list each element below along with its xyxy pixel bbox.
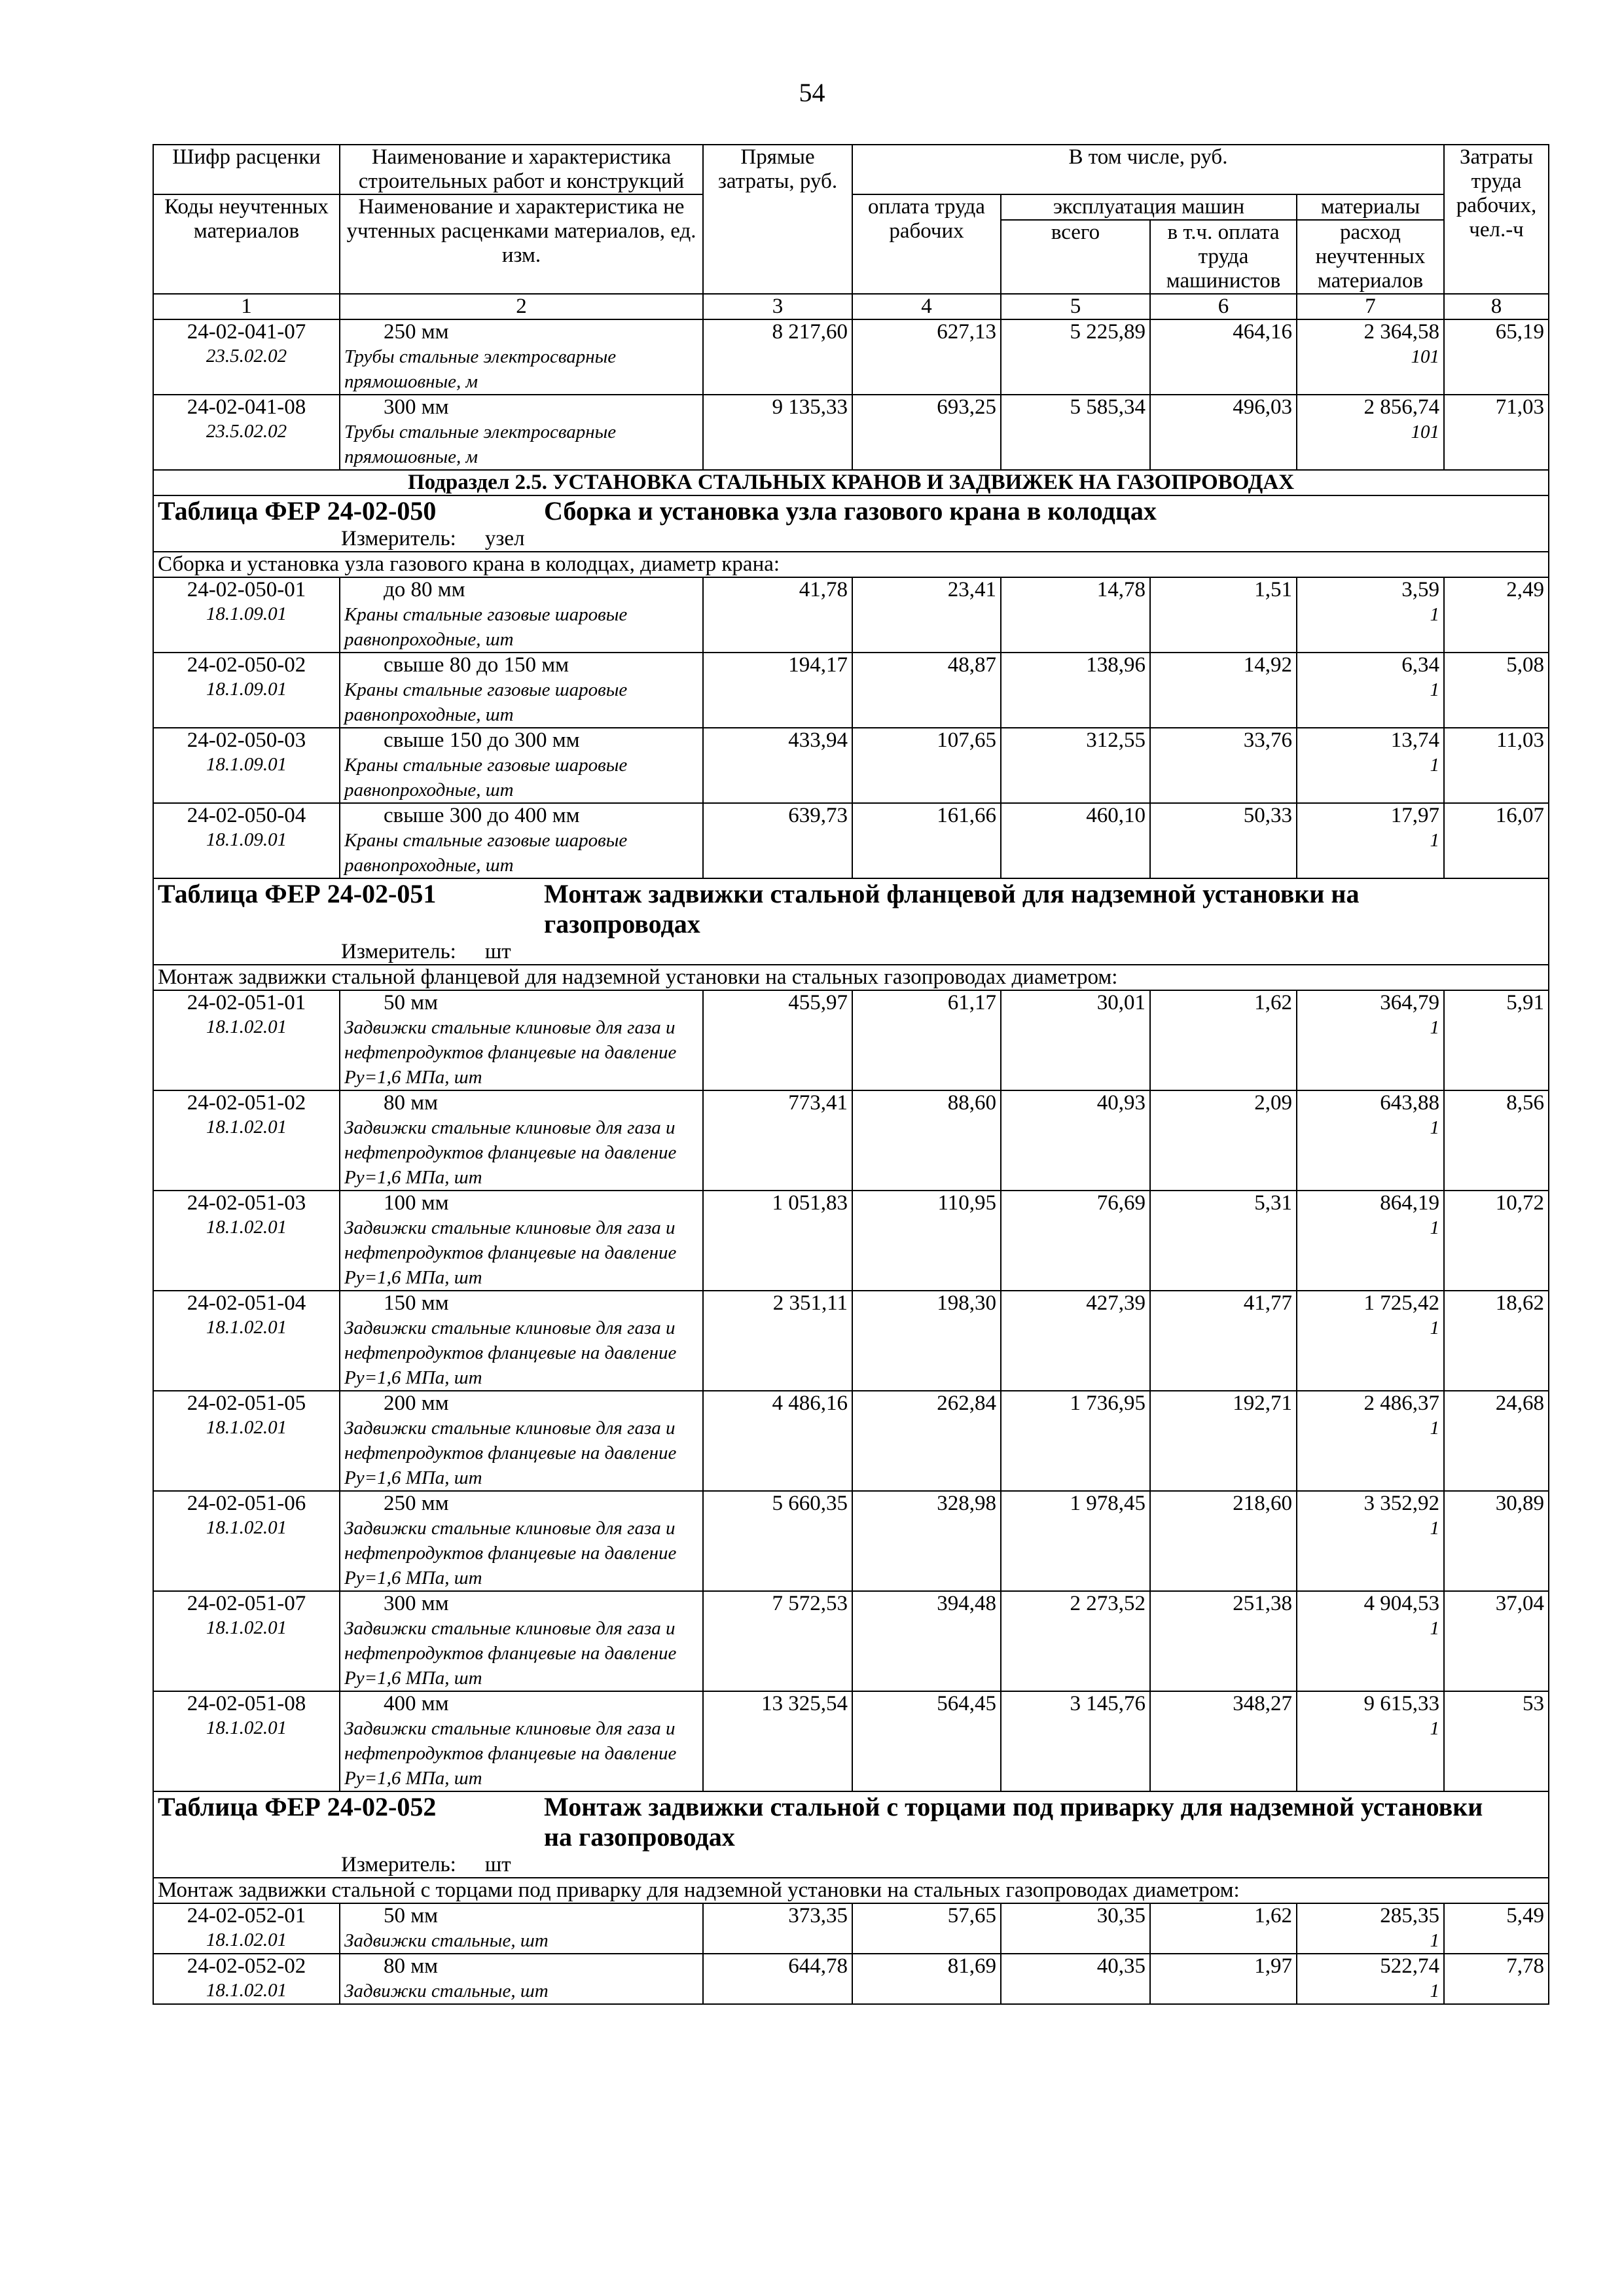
- rate-code: 24-02-051-03: [187, 1191, 306, 1215]
- rate-row: [153, 395, 1549, 470]
- table-description-row: [153, 1878, 1549, 1903]
- materials-cost: 2 856,74: [1363, 395, 1440, 419]
- wages-cost: 88,60: [852, 1090, 1001, 1191]
- labor-hours: 37,04: [1444, 1591, 1549, 1691]
- rate-name-cell: [340, 653, 703, 728]
- header-wages: оплата труда рабочих: [852, 194, 1001, 294]
- rate-name-cell: [340, 1591, 703, 1691]
- rate-name-cell: [340, 1954, 703, 2004]
- material-name: Краны стальные газовые шаровые равнопроходные, шт: [344, 755, 628, 800]
- direct-cost: 373,35: [703, 1903, 852, 1954]
- materials-cell: [1297, 1191, 1444, 1291]
- labor-hours: 53: [1444, 1691, 1549, 1791]
- rate-code-cell: [153, 1391, 340, 1491]
- direct-cost: 639,73: [703, 803, 852, 878]
- rate-row: [153, 1391, 1549, 1491]
- direct-cost: 41,78: [703, 577, 852, 653]
- materials-cell: [1297, 1691, 1444, 1791]
- rate-row: [153, 1954, 1549, 2004]
- machines-cost: 40,35: [1001, 1954, 1150, 2004]
- machinist-wages: 1,62: [1150, 990, 1297, 1090]
- material-code: 18.1.02.01: [206, 1417, 287, 1438]
- table-code: Таблица ФЕР 24-02-052: [158, 1792, 437, 1821]
- rate-code-cell: [153, 1291, 340, 1391]
- rate-size: 300 мм: [384, 395, 449, 419]
- rate-code-cell: [153, 1090, 340, 1191]
- materials-cost: 364,79: [1380, 991, 1440, 1014]
- header-name: Наименование и характеристика строительных работ и конструкций: [340, 145, 703, 194]
- rate-code: 24-02-051-06: [187, 1492, 306, 1515]
- materials-cost: 522,74: [1380, 1954, 1440, 1978]
- rate-row: [153, 803, 1549, 878]
- material-code: 18.1.09.01: [206, 754, 287, 775]
- rate-name-cell: [340, 1191, 703, 1291]
- rate-name-cell: [340, 1291, 703, 1391]
- rate-row: [153, 319, 1549, 395]
- materials-cell: [1297, 1291, 1444, 1391]
- material-name: Краны стальные газовые шаровые равнопроходные, шт: [344, 604, 628, 650]
- materials-cell: [1297, 1491, 1444, 1591]
- material-name: Задвижки стальные клиновые для газа и нефтепродуктов фланцевые на давление Ру=1,6 МПа, шт: [344, 1718, 677, 1789]
- rate-name-cell: [340, 1691, 703, 1791]
- materials-cell: [1297, 653, 1444, 728]
- materials-cell: [1297, 395, 1444, 470]
- table-description: Сборка и установка узла газового крана в колодцах, диаметр крана:: [153, 552, 1549, 577]
- rate-row: [153, 728, 1549, 803]
- wages-cost: 198,30: [852, 1291, 1001, 1391]
- wages-cost: 262,84: [852, 1391, 1001, 1491]
- materials-cost: 1 725,42: [1363, 1291, 1440, 1315]
- rate-code: 24-02-050-01: [187, 578, 306, 601]
- labor-hours: 5,91: [1444, 990, 1549, 1090]
- wages-cost: 693,25: [852, 395, 1001, 470]
- material-code: 18.1.02.01: [206, 1717, 287, 1738]
- machines-cost: 427,39: [1001, 1291, 1150, 1391]
- machines-cost: 30,01: [1001, 990, 1150, 1090]
- rate-code-cell: [153, 990, 340, 1090]
- rate-size: свыше 300 до 400 мм: [384, 804, 580, 827]
- material-name: Краны стальные газовые шаровые равнопроходные, шт: [344, 679, 628, 725]
- direct-cost: 5 660,35: [703, 1491, 852, 1591]
- materials-qty: 1: [1430, 1318, 1440, 1338]
- material-name: Задвижки стальные клиновые для газа и нефтепродуктов фланцевые на давление Ру=1,6 МПа, шт: [344, 1618, 677, 1689]
- materials-qty: 1: [1430, 1930, 1440, 1951]
- material-name: Задвижки стальные, шт: [344, 1930, 549, 1951]
- rate-code: 24-02-050-03: [187, 728, 306, 752]
- header-unacc-names: Наименование и характеристика не учтенных расценками материалов, ед. изм.: [340, 194, 703, 294]
- meter-label: Измеритель:: [341, 1853, 456, 1876]
- machinist-wages: 2,09: [1150, 1090, 1297, 1191]
- labor-hours: 71,03: [1444, 395, 1549, 470]
- materials-cell: [1297, 1391, 1444, 1491]
- labor-hours: 16,07: [1444, 803, 1549, 878]
- col-number: 5: [1001, 294, 1150, 319]
- materials-cost: 6,34: [1401, 653, 1440, 677]
- material-code: 18.1.02.01: [206, 1117, 287, 1138]
- materials-cell: [1297, 577, 1444, 653]
- meter-line: [158, 939, 1544, 964]
- rate-size: 80 мм: [384, 1091, 439, 1115]
- labor-hours: 18,62: [1444, 1291, 1549, 1391]
- direct-cost: 644,78: [703, 1954, 852, 2004]
- direct-cost: 7 572,53: [703, 1591, 852, 1691]
- materials-cell: [1297, 1090, 1444, 1191]
- direct-cost: 9 135,33: [703, 395, 852, 470]
- materials-cell: [1297, 319, 1444, 395]
- col-number: 3: [703, 294, 852, 319]
- rate-size: 50 мм: [384, 991, 439, 1014]
- materials-qty: 1: [1430, 1618, 1440, 1639]
- rate-row: [153, 1903, 1549, 1954]
- wages-cost: 161,66: [852, 803, 1001, 878]
- meter-line: [158, 1852, 1544, 1877]
- rate-code: 24-02-041-07: [187, 320, 306, 344]
- materials-cell: [1297, 990, 1444, 1090]
- header-labor: Затраты труда рабочих, чел.-ч: [1444, 145, 1549, 294]
- col-number: 8: [1444, 294, 1549, 319]
- col-number: 6: [1150, 294, 1297, 319]
- material-code: 18.1.02.01: [206, 1317, 287, 1338]
- rate-code: 24-02-051-07: [187, 1592, 306, 1615]
- materials-cost: 3 352,92: [1363, 1492, 1440, 1515]
- rate-code: 24-02-041-08: [187, 395, 306, 419]
- rate-row: [153, 1191, 1549, 1291]
- direct-cost: 194,17: [703, 653, 852, 728]
- header-unacc-codes: Коды неучтенных материалов: [153, 194, 340, 294]
- rate-size: 250 мм: [384, 320, 449, 344]
- rate-code-cell: [153, 577, 340, 653]
- rate-name-cell: [340, 803, 703, 878]
- rate-size: 400 мм: [384, 1692, 449, 1715]
- materials-cost: 2 364,58: [1363, 320, 1440, 344]
- materials-cost: 13,74: [1390, 728, 1440, 752]
- header-mat-consumption: расход неучтенных материалов: [1297, 220, 1444, 294]
- direct-cost: 1 051,83: [703, 1191, 852, 1291]
- table-heading-row: [153, 1791, 1549, 1878]
- rate-code-cell: [153, 728, 340, 803]
- rate-code-cell: [153, 1954, 340, 2004]
- wages-cost: 48,87: [852, 653, 1001, 728]
- materials-cell: [1297, 1954, 1444, 2004]
- material-name: Трубы стальные электросварные прямошовные, м: [344, 422, 617, 467]
- col-number: 7: [1297, 294, 1444, 319]
- rate-size: 300 мм: [384, 1592, 449, 1615]
- machines-cost: 138,96: [1001, 653, 1150, 728]
- materials-qty: 101: [1411, 422, 1440, 442]
- table-code: Таблица ФЕР 24-02-050: [158, 496, 437, 526]
- table-description-row: [153, 552, 1549, 577]
- material-name: Задвижки стальные клиновые для газа и нефтепродуктов фланцевые на давление Ру=1,6 МПа, шт: [344, 1217, 677, 1288]
- col-number: 2: [340, 294, 703, 319]
- machinist-wages: 1,51: [1150, 577, 1297, 653]
- materials-cost: 4 904,53: [1363, 1592, 1440, 1615]
- rate-row: [153, 653, 1549, 728]
- labor-hours: 8,56: [1444, 1090, 1549, 1191]
- machinist-wages: 33,76: [1150, 728, 1297, 803]
- table-heading-row: [153, 878, 1549, 965]
- machines-cost: 76,69: [1001, 1191, 1150, 1291]
- table-description: Монтаж задвижки стальной с торцами под приварку для надземной установки на стальных газопроводах диаметром:: [153, 1878, 1549, 1903]
- materials-cost: 2 486,37: [1363, 1391, 1440, 1415]
- rate-row: [153, 1591, 1549, 1691]
- meter-value: узел: [484, 527, 525, 550]
- materials-cell: [1297, 728, 1444, 803]
- machinist-wages: 5,31: [1150, 1191, 1297, 1291]
- labor-hours: 30,89: [1444, 1491, 1549, 1591]
- table-code: Таблица ФЕР 24-02-051: [158, 879, 437, 908]
- materials-qty: 1: [1430, 830, 1440, 851]
- rate-size: 200 мм: [384, 1391, 449, 1415]
- subsection-title: Подраздел 2.5. УСТАНОВКА СТАЛЬНЫХ КРАНОВ И ЗАДВИЖЕК НА ГАЗОПРОВОДАХ: [153, 470, 1549, 495]
- wages-cost: 57,65: [852, 1903, 1001, 1954]
- materials-cost: 3,59: [1401, 578, 1440, 601]
- materials-qty: 1: [1430, 1217, 1440, 1238]
- rate-size: 50 мм: [384, 1904, 439, 1928]
- rate-code-cell: [153, 1691, 340, 1791]
- material-name: Краны стальные газовые шаровые равнопроходные, шт: [344, 830, 628, 876]
- rate-name-cell: [340, 1090, 703, 1191]
- material-name: Задвижки стальные клиновые для газа и нефтепродуктов фланцевые на давление Ру=1,6 МПа, шт: [344, 1518, 677, 1588]
- page-number: 54: [799, 78, 825, 107]
- machines-cost: 312,55: [1001, 728, 1150, 803]
- material-name: Задвижки стальные клиновые для газа и нефтепродуктов фланцевые на давление Ру=1,6 МПа, шт: [344, 1017, 677, 1088]
- materials-qty: 1: [1430, 1117, 1440, 1138]
- materials-cost: 9 615,33: [1363, 1692, 1440, 1715]
- rate-code: 24-02-051-08: [187, 1692, 306, 1715]
- materials-cost: 17,97: [1390, 804, 1440, 827]
- rate-code-cell: [153, 653, 340, 728]
- table-description: Монтаж задвижки стальной фланцевой для надземной установки на стальных газопроводах диаметром:: [153, 965, 1549, 990]
- material-code: 18.1.02.01: [206, 1980, 287, 2001]
- rate-name-cell: [340, 1491, 703, 1591]
- table-title: Монтаж задвижки стальной фланцевой для надземной установки на газопроводах: [544, 879, 1360, 939]
- table-heading-row: [153, 495, 1549, 552]
- machinist-wages: 1,97: [1150, 1954, 1297, 2004]
- rate-name-cell: [340, 395, 703, 470]
- labor-hours: 5,08: [1444, 653, 1549, 728]
- machines-cost: 5 585,34: [1001, 395, 1150, 470]
- direct-cost: 13 325,54: [703, 1691, 852, 1791]
- header-incl: В том числе, руб.: [852, 145, 1444, 194]
- rate-name-cell: [340, 990, 703, 1090]
- header-machines: эксплуатация машин: [1001, 194, 1297, 220]
- machinist-wages: 192,71: [1150, 1391, 1297, 1491]
- machines-cost: 30,35: [1001, 1903, 1150, 1954]
- meter-line: [158, 526, 1544, 551]
- table-title: Сборка и установка узла газового крана в колодцах: [544, 496, 1157, 526]
- wages-cost: 110,95: [852, 1191, 1001, 1291]
- rate-code-cell: [153, 395, 340, 470]
- rate-code: 24-02-050-04: [187, 804, 306, 827]
- rate-size: 100 мм: [384, 1191, 449, 1215]
- rate-name-cell: [340, 1903, 703, 1954]
- rate-code: 24-02-050-02: [187, 653, 306, 677]
- materials-cost: 285,35: [1380, 1904, 1440, 1928]
- materials-qty: 1: [1430, 604, 1440, 625]
- header-code: Шифр расценки: [153, 145, 340, 194]
- rate-code: 24-02-052-01: [187, 1904, 306, 1928]
- machinist-wages: 348,27: [1150, 1691, 1297, 1791]
- direct-cost: 2 351,11: [703, 1291, 852, 1391]
- rate-code-cell: [153, 1591, 340, 1691]
- rate-size: до 80 мм: [384, 578, 465, 601]
- table-description-row: [153, 965, 1549, 990]
- machinist-wages: 464,16: [1150, 319, 1297, 395]
- rate-code: 24-02-051-01: [187, 991, 306, 1014]
- material-name: Трубы стальные электросварные прямошовные, м: [344, 346, 617, 392]
- materials-cost: 643,88: [1380, 1091, 1440, 1115]
- machines-cost: 14,78: [1001, 577, 1150, 653]
- table-title: Монтаж задвижки стальной с торцами под приварку для надземной установки на газопроводах: [544, 1792, 1483, 1852]
- wages-cost: 61,17: [852, 990, 1001, 1090]
- wages-cost: 564,45: [852, 1691, 1001, 1791]
- machinist-wages: 50,33: [1150, 803, 1297, 878]
- labor-hours: 24,68: [1444, 1391, 1549, 1491]
- materials-cell: [1297, 1903, 1444, 1954]
- header-materials: материалы: [1297, 194, 1444, 220]
- rate-name-cell: [340, 728, 703, 803]
- materials-qty: 1: [1430, 679, 1440, 700]
- rate-size: 80 мм: [384, 1954, 439, 1978]
- materials-qty: 1: [1430, 1017, 1440, 1038]
- machines-cost: 5 225,89: [1001, 319, 1150, 395]
- machines-cost: 3 145,76: [1001, 1691, 1150, 1791]
- wages-cost: 394,48: [852, 1591, 1001, 1691]
- materials-qty: 1: [1430, 1518, 1440, 1539]
- meter-value: шт: [484, 940, 511, 963]
- material-code: 18.1.02.01: [206, 1929, 287, 1950]
- subsection-row: [153, 470, 1549, 495]
- material-code: 23.5.02.02: [206, 346, 287, 367]
- material-code: 18.1.02.01: [206, 1217, 287, 1238]
- material-code: 18.1.02.01: [206, 1617, 287, 1638]
- rate-code-cell: [153, 319, 340, 395]
- labor-hours: 7,78: [1444, 1954, 1549, 2004]
- header-direct: Прямые затраты, руб.: [703, 145, 852, 294]
- wages-cost: 81,69: [852, 1954, 1001, 2004]
- materials-qty: 1: [1430, 1981, 1440, 2001]
- material-code: 18.1.02.01: [206, 1016, 287, 1037]
- material-name: Задвижки стальные клиновые для газа и нефтепродуктов фланцевые на давление Ру=1,6 МПа, шт: [344, 1418, 677, 1488]
- meter-value: шт: [484, 1853, 511, 1876]
- rate-code-cell: [153, 1903, 340, 1954]
- material-code: 23.5.02.02: [206, 421, 287, 442]
- rate-code-cell: [153, 1491, 340, 1591]
- machinist-wages: 41,77: [1150, 1291, 1297, 1391]
- labor-hours: 10,72: [1444, 1191, 1549, 1291]
- wages-cost: 23,41: [852, 577, 1001, 653]
- machinist-wages: 251,38: [1150, 1591, 1297, 1691]
- machines-cost: 1 978,45: [1001, 1491, 1150, 1591]
- rate-name-cell: [340, 319, 703, 395]
- machinist-wages: 1,62: [1150, 1903, 1297, 1954]
- meter-label: Измеритель:: [341, 940, 456, 963]
- labor-hours: 2,49: [1444, 577, 1549, 653]
- rate-code: 24-02-052-02: [187, 1954, 306, 1978]
- direct-cost: 455,97: [703, 990, 852, 1090]
- header-mach-wages: в т.ч. оплата труда машинистов: [1150, 220, 1297, 294]
- machines-cost: 460,10: [1001, 803, 1150, 878]
- direct-cost: 773,41: [703, 1090, 852, 1191]
- rate-size: свыше 150 до 300 мм: [384, 728, 580, 752]
- labor-hours: 5,49: [1444, 1903, 1549, 1954]
- wages-cost: 107,65: [852, 728, 1001, 803]
- materials-qty: 1: [1430, 1718, 1440, 1739]
- direct-cost: 433,94: [703, 728, 852, 803]
- machinist-wages: 496,03: [1150, 395, 1297, 470]
- rate-code: 24-02-051-02: [187, 1091, 306, 1115]
- rate-row: [153, 1090, 1549, 1191]
- material-name: Задвижки стальные, шт: [344, 1981, 549, 2001]
- rate-name-cell: [340, 1391, 703, 1491]
- rate-code-cell: [153, 1191, 340, 1291]
- meter-label: Измеритель:: [341, 527, 456, 550]
- direct-cost: 8 217,60: [703, 319, 852, 395]
- material-name: Задвижки стальные клиновые для газа и нефтепродуктов фланцевые на давление Ру=1,6 МПа, шт: [344, 1318, 677, 1388]
- wages-cost: 627,13: [852, 319, 1001, 395]
- rate-size: 150 мм: [384, 1291, 449, 1315]
- rate-size: 250 мм: [384, 1492, 449, 1515]
- col-number: 1: [153, 294, 340, 319]
- materials-qty: 101: [1411, 346, 1440, 367]
- rate-code: 24-02-051-04: [187, 1291, 306, 1315]
- rates-table: [153, 144, 1549, 2005]
- rate-row: [153, 990, 1549, 1090]
- machines-cost: 2 273,52: [1001, 1591, 1150, 1691]
- rate-row: [153, 1691, 1549, 1791]
- machines-cost: 40,93: [1001, 1090, 1150, 1191]
- wages-cost: 328,98: [852, 1491, 1001, 1591]
- labor-hours: 11,03: [1444, 728, 1549, 803]
- col-number: 4: [852, 294, 1001, 319]
- rate-code: 24-02-051-05: [187, 1391, 306, 1415]
- material-code: 18.1.09.01: [206, 829, 287, 850]
- material-code: 18.1.09.01: [206, 679, 287, 700]
- material-name: Задвижки стальные клиновые для газа и нефтепродуктов фланцевые на давление Ру=1,6 МПа, шт: [344, 1117, 677, 1188]
- rate-row: [153, 1291, 1549, 1391]
- rate-row: [153, 1491, 1549, 1591]
- materials-cost: 864,19: [1380, 1191, 1440, 1215]
- materials-cell: [1297, 1591, 1444, 1691]
- header-mach-total: всего: [1001, 220, 1150, 294]
- materials-cell: [1297, 803, 1444, 878]
- machinist-wages: 14,92: [1150, 653, 1297, 728]
- materials-qty: 1: [1430, 1418, 1440, 1439]
- direct-cost: 4 486,16: [703, 1391, 852, 1491]
- machines-cost: 1 736,95: [1001, 1391, 1150, 1491]
- rate-row: [153, 577, 1549, 653]
- machinist-wages: 218,60: [1150, 1491, 1297, 1591]
- rate-name-cell: [340, 577, 703, 653]
- labor-hours: 65,19: [1444, 319, 1549, 395]
- materials-qty: 1: [1430, 755, 1440, 776]
- material-code: 18.1.09.01: [206, 603, 287, 624]
- rate-code-cell: [153, 803, 340, 878]
- rate-size: свыше 80 до 150 мм: [384, 653, 569, 677]
- material-code: 18.1.02.01: [206, 1517, 287, 1538]
